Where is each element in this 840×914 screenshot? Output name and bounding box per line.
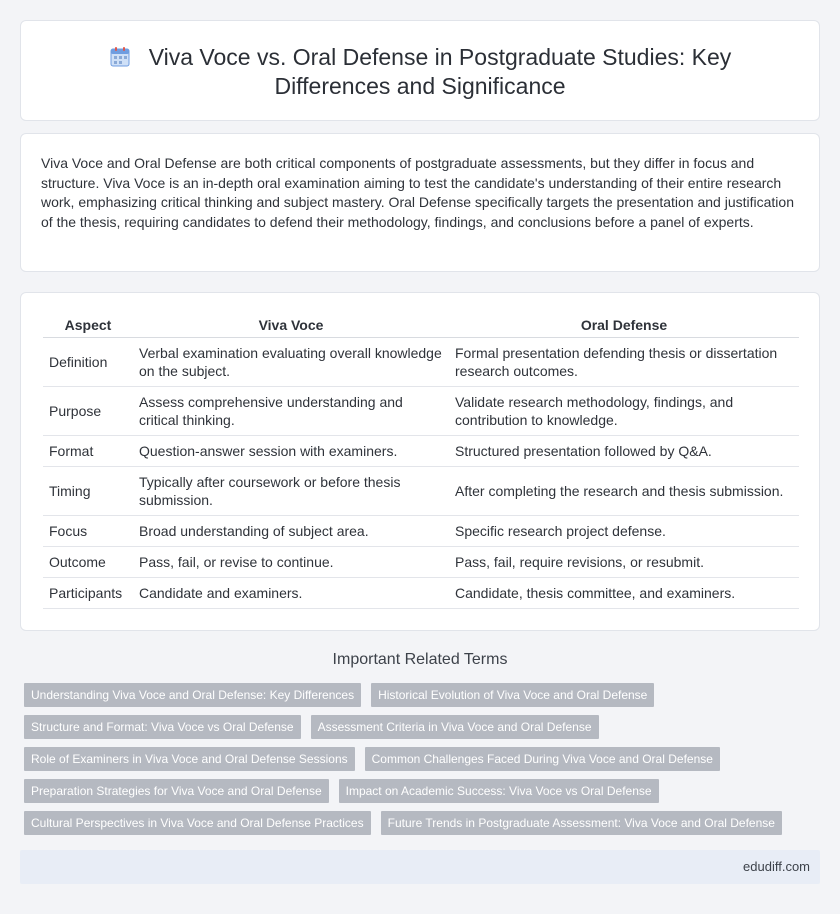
viva-cell: Pass, fail, or revise to continue. [133, 547, 449, 578]
viva-cell: Assess comprehensive understanding and critical thinking. [133, 387, 449, 436]
comparison-table [43, 313, 799, 609]
related-term-tag[interactable]: Assessment Criteria in Viva Voce and Oral Defense [311, 715, 599, 739]
related-term-tag[interactable]: Structure and Format: Viva Voce vs Oral Defense [24, 715, 301, 739]
viva-cell: Typically after coursework or before thesis submission. [133, 467, 449, 516]
aspect-cell: Format [43, 436, 133, 467]
related-term-tag[interactable]: Impact on Academic Success: Viva Voce vs Oral Defense [339, 779, 659, 803]
table-row [43, 387, 799, 436]
table-row [43, 578, 799, 609]
intro-text: Viva Voce and Oral Defense are both critical components of postgraduate assessments, but they differ in focus and structure. Viva Voce is an in-depth oral examination aiming to test the candidate's understanding of their entire research work, emphasizing critical thinking and subject mastery. Oral Defense specifically targets the presentation and justification of the thesis, requiring candidates to defend their methodology, findings, and conclusions before a panel of experts. [41, 155, 794, 230]
aspect-cell: Participants [43, 578, 133, 609]
aspect-cell: Purpose [43, 387, 133, 436]
header-card [20, 20, 820, 121]
page-title: Viva Voce vs. Oral Defense in Postgraduate Studies: Key Differences and Significance [70, 43, 770, 101]
related-term-tag[interactable]: Common Challenges Faced During Viva Voce and Oral Defense [365, 747, 720, 771]
related-terms-list [24, 683, 824, 843]
oral-cell: Structured presentation followed by Q&A. [449, 436, 799, 467]
table-row [43, 436, 799, 467]
oral-cell: Candidate, thesis committee, and examiners. [449, 578, 799, 609]
viva-cell: Broad understanding of subject area. [133, 516, 449, 547]
aspect-cell: Definition [43, 338, 133, 387]
oral-cell: Pass, fail, require revisions, or resubmit. [449, 547, 799, 578]
oral-cell: Specific research project defense. [449, 516, 799, 547]
related-terms-title: Important Related Terms [332, 651, 508, 668]
calendar-icon [109, 46, 131, 68]
comparison-card [20, 292, 820, 631]
oral-cell: Formal presentation defending thesis or dissertation research outcomes. [449, 338, 799, 387]
header-oral-defense: Oral Defense [449, 313, 799, 338]
related-term-tag[interactable]: Historical Evolution of Viva Voce and Oral Defense [371, 683, 654, 707]
table-row [43, 467, 799, 516]
viva-cell: Candidate and examiners. [133, 578, 449, 609]
viva-cell: Question-answer session with examiners. [133, 436, 449, 467]
table-row [43, 516, 799, 547]
viva-cell: Verbal examination evaluating overall knowledge on the subject. [133, 338, 449, 387]
table-row [43, 547, 799, 578]
footer [20, 850, 820, 884]
oral-cell: Validate research methodology, findings, and contribution to knowledge. [449, 387, 799, 436]
intro-card [20, 133, 820, 272]
related-term-tag[interactable]: Preparation Strategies for Viva Voce and Oral Defense [24, 779, 329, 803]
aspect-cell: Timing [43, 467, 133, 516]
table-row [43, 338, 799, 387]
site-name[interactable]: edudiff.com [743, 859, 810, 874]
oral-cell: After completing the research and thesis submission. [449, 467, 799, 516]
related-term-tag[interactable]: Future Trends in Postgraduate Assessment: Viva Voce and Oral Defense [381, 811, 782, 835]
aspect-cell: Focus [43, 516, 133, 547]
header-viva-voce: Viva Voce [133, 313, 449, 338]
header-aspect: Aspect [43, 313, 133, 338]
related-term-tag[interactable]: Understanding Viva Voce and Oral Defense: Key Differences [24, 683, 361, 707]
related-term-tag[interactable]: Role of Examiners in Viva Voce and Oral Defense Sessions [24, 747, 355, 771]
related-term-tag[interactable]: Cultural Perspectives in Viva Voce and Oral Defense Practices [24, 811, 371, 835]
aspect-cell: Outcome [43, 547, 133, 578]
